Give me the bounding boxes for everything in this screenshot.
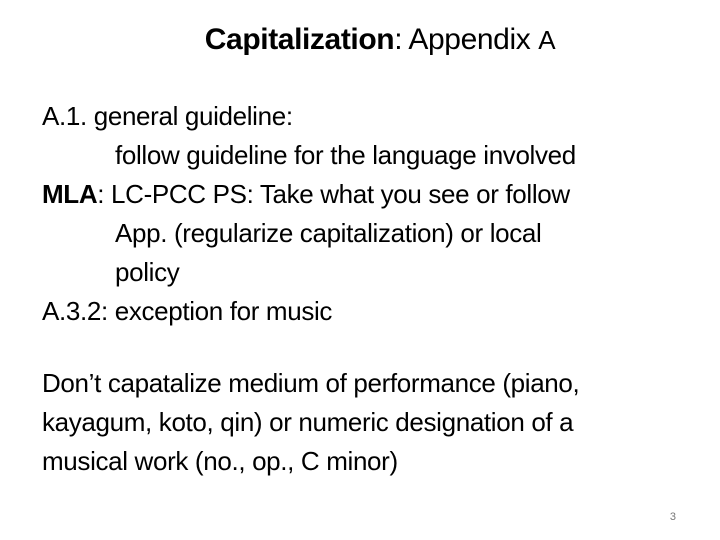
guideline-line-4: App. (regularize capitalization) or local — [115, 218, 542, 248]
mla-rest: : LC-PCC PS: Take what you see or follow — [97, 179, 570, 209]
slide-title — [0, 18, 720, 62]
guideline-list — [42, 97, 692, 331]
page-number: 3 — [669, 511, 676, 523]
guideline-line-1: A.1. general guideline: — [42, 101, 293, 131]
title-suffix: A — [538, 25, 556, 55]
paragraph-line-1: Don’t capatalize medium of performance (piano, — [42, 368, 580, 398]
title-bold-part: Capitalization — [204, 23, 395, 56]
mla-label: MLA — [42, 179, 98, 209]
paragraph-line-3: musical work (no., op., C minor) — [42, 446, 398, 476]
title-separator: : Appendix — [394, 23, 539, 56]
guideline-line-2: follow guideline for the language involved — [115, 140, 576, 170]
paragraph-line-2: kayagum, koto, qin) or numeric designation of a — [42, 407, 574, 437]
music-exception-paragraph — [42, 364, 702, 481]
guideline-line-6: A.3.2: exception for music — [42, 296, 333, 326]
mla-line — [42, 175, 692, 214]
guideline-line-5: policy — [115, 257, 180, 287]
